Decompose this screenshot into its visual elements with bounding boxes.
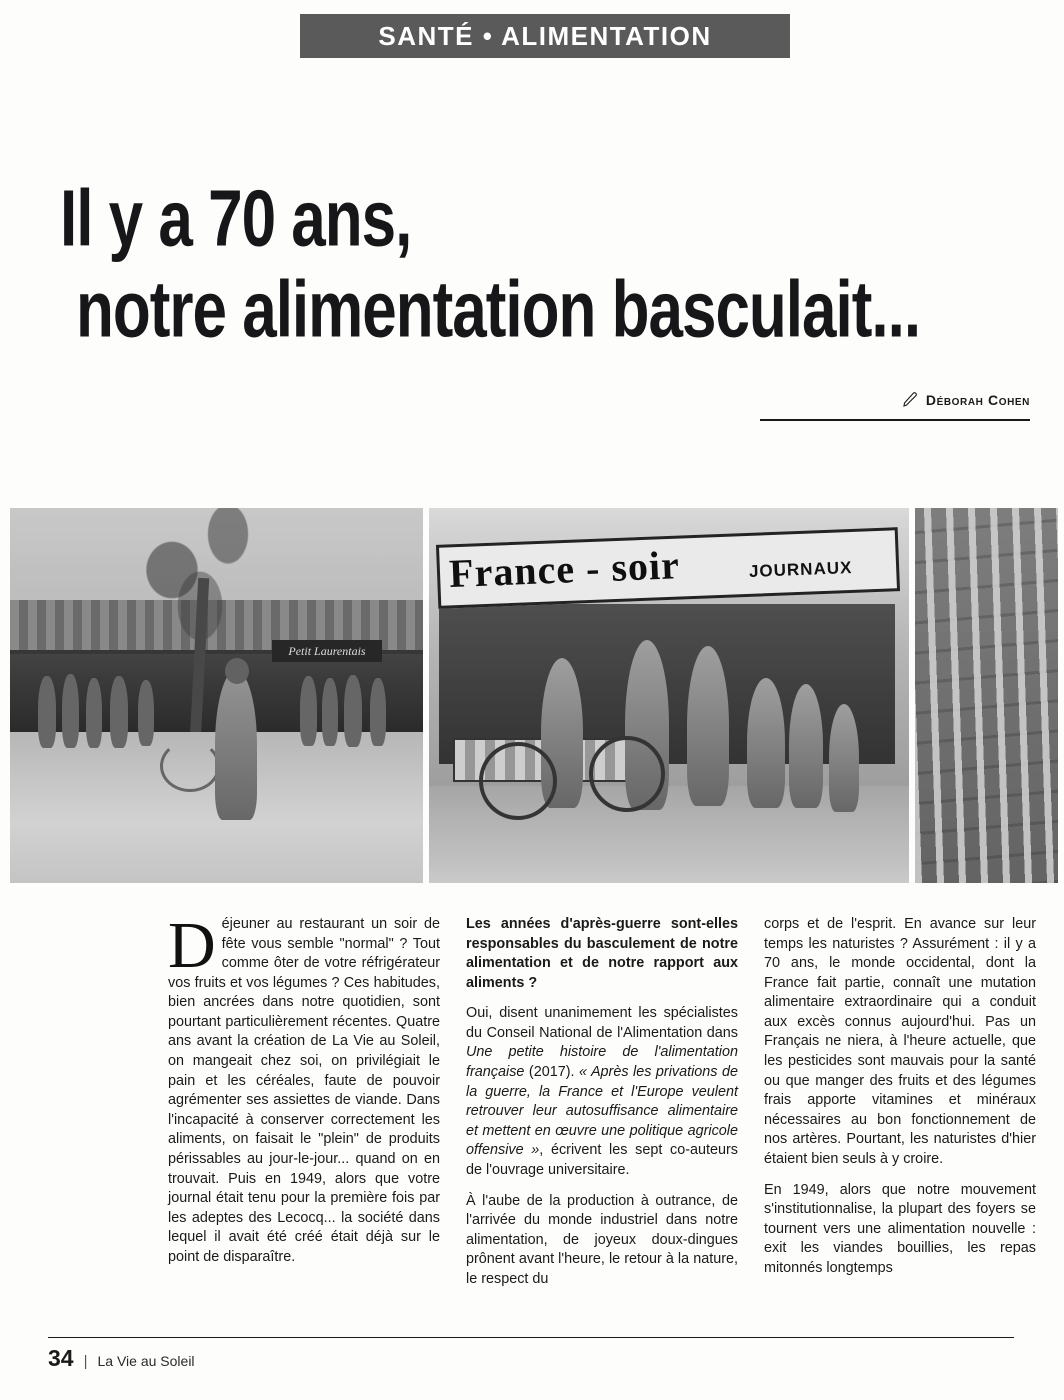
intro-paragraph xyxy=(168,909,440,1267)
answer-text-a: Oui, disent unanimement les spécialistes du Conseil National de l'Alimentation dans xyxy=(466,1005,738,1041)
column3-paragraph-1: corps et de l'esprit. En avance sur leur temps les naturistes ? Assurément : il y a 70 ans, le monde occidental, dont la France fait partie, connaît une mutation alimentaire extraordinaire qui a conduit aux excès connus aujourd'hui. Pas un Français ne niera, à l'heure actuelle, que les pesticides sont mauvais pour la santé ou que manger des fruits et des légumes frais apporte vitamines et minéraux nécessaires au bon fonctionnement de nos artères. Pourtant, les naturistes d'hier étaient bien seuls à y croire. xyxy=(764,916,1036,1167)
photo-france-soir-kiosk xyxy=(429,508,909,883)
pen-icon xyxy=(903,392,919,408)
column3-paragraph-2: En 1949, alors que notre mouvement s'institutionnalise, la plupart des foyers se tournent vers une alimentation nouvelle : exit les viandes bouillies, les repas mitonnés longtemps xyxy=(764,1181,1036,1276)
article-body xyxy=(168,909,1038,1300)
interview-question: Les années d'après-guerre sont-elles responsables du basculement de notre alimentation et de notre rapport aux aliments ? xyxy=(466,916,738,991)
kiosk-sign-main: France - soir xyxy=(448,542,681,597)
intro-paragraph-text: éjeuner au restaurant un soir de fête vous semble "normal" ? Tout comme ôter de votre réfrigérateur vos fruits et vos légumes ? Ces habitudes, bien ancrées dans notre quotidien, sont pourtant particulièrement récentes. Quatre ans avant la création de La Vie au Soleil, on mangeait chez soi, on privilégiait le pain et les céréales, faute de pouvoir agrémenter ses assiettes de viande. Dans l'incapacité à conserver correctement les aliments, on faisait le "plein" de produits périssables au jour-le-jour... quand on en trouvait. Puis en 1949, alors que votre journal était tenu pour la première fois par les adeptes des Lecocq... la société dans lequel il avait été créé était déjà sur le point de disparaître. xyxy=(168,916,440,1265)
book-title: Une petite histoire de l'alimentation française xyxy=(466,1044,738,1081)
answer-paragraph-2: À l'aube de la production à outrance, de l'arrivée du monde industriel dans notre alimentation, de joyeux doux-dingues prônent avant l'heure, le retour à la nature, le respect du xyxy=(466,1192,738,1287)
byline xyxy=(760,392,1030,421)
article-column-1 xyxy=(168,909,440,1300)
byline-author: Déborah Cohen xyxy=(925,392,1030,408)
photo-street-market xyxy=(10,508,423,883)
kiosk-sign-sub: JOURNAUX xyxy=(748,558,853,581)
answer-text-c: , écrivent les sept co-auteurs de l'ouvrage universitaire. xyxy=(466,1142,738,1178)
drop-cap: D xyxy=(168,909,216,982)
title-line-1: Il y a 70 ans, xyxy=(60,175,412,264)
publication-name: La Vie au Soleil xyxy=(97,1353,195,1369)
rubric-label: SANTÉ • ALIMENTATION xyxy=(378,20,712,51)
page-title xyxy=(60,175,1020,358)
pull-quote: « Après les privations de la guerre, la France et l'Europe veulent retrouver leur autosuffisance alimentaire et mettent en œuvre une politique agricole offensive » xyxy=(466,1064,738,1159)
article-column-2 xyxy=(466,915,738,1300)
shop-sign-label: Petit Laurentais xyxy=(272,640,382,662)
article-column-3 xyxy=(764,915,1036,1300)
page-footer xyxy=(48,1337,1014,1372)
photo-strip xyxy=(10,508,1058,883)
answer-paragraph-1 xyxy=(466,1004,738,1180)
footer-separator: | xyxy=(83,1353,88,1370)
photo-bamboo-grove xyxy=(915,508,1058,883)
answer-text-b: (2017). xyxy=(524,1064,579,1081)
page-number: 34 xyxy=(48,1345,74,1371)
title-line-2: notre alimentation basculait... xyxy=(76,266,921,355)
section-rubric-banner xyxy=(300,14,790,58)
